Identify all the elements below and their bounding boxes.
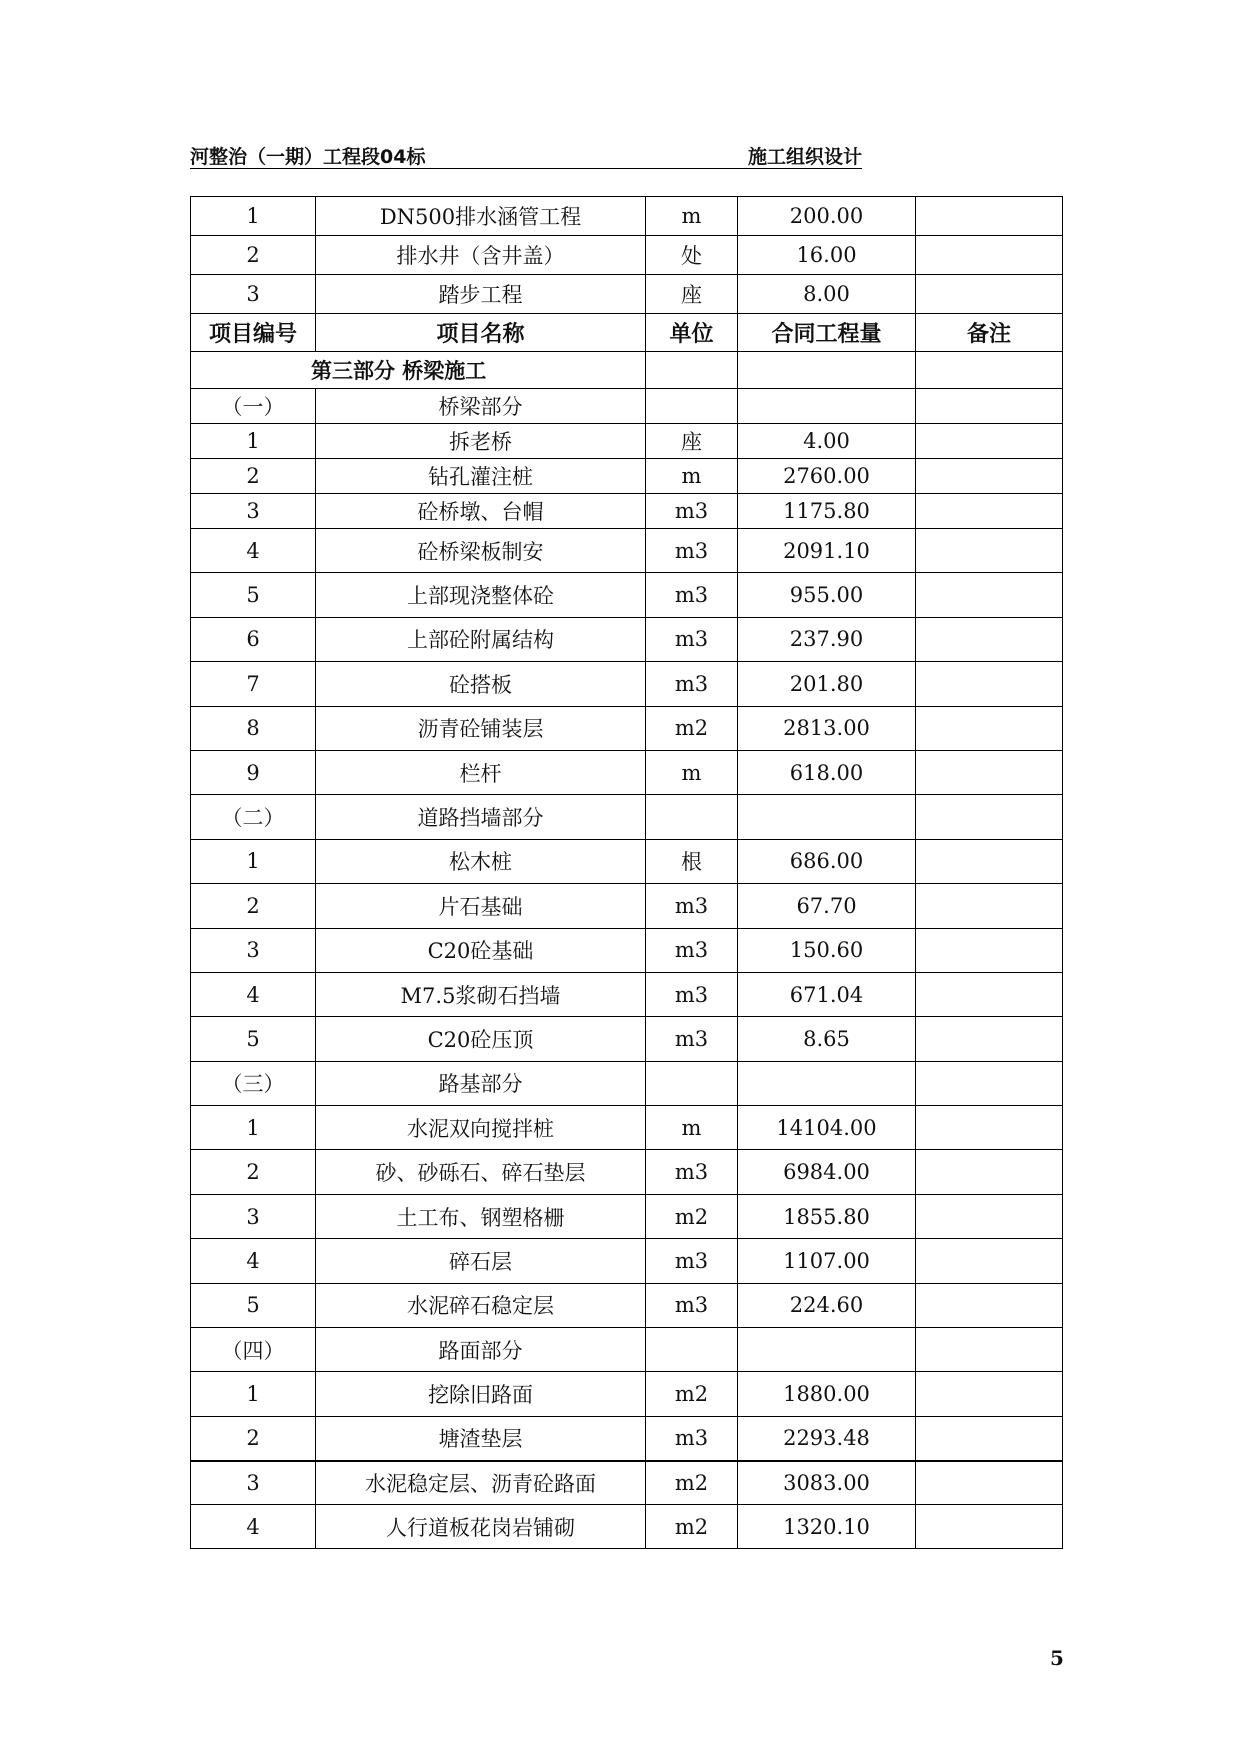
item-name-cell: 砼桥墩、台帽 (316, 494, 646, 529)
item-name-cell: C20砼压顶 (316, 1017, 646, 1061)
table-row (191, 389, 1063, 424)
item-no-cell: 3 (191, 1461, 316, 1505)
unit-cell: m3 (646, 1150, 738, 1194)
quantity-cell: 14104.00 (738, 1106, 916, 1150)
item-no-cell: 9 (191, 750, 316, 794)
table-row (191, 1505, 1063, 1549)
item-name-cell: 沥青砼铺装层 (316, 706, 646, 750)
item-no-cell: 2 (191, 1150, 316, 1194)
item-no-cell: 4 (191, 972, 316, 1016)
unit-cell: m2 (646, 1461, 738, 1505)
unit-cell: m3 (646, 972, 738, 1016)
quantity-cell: 686.00 (738, 839, 916, 883)
table-row (191, 275, 1063, 314)
item-name-cell: 砼桥梁板制安 (316, 529, 646, 573)
unit-cell: m3 (646, 662, 738, 706)
table-row (191, 1061, 1063, 1105)
item-no-cell: 2 (191, 459, 316, 494)
quantity-cell: 3083.00 (738, 1461, 916, 1505)
item-name-cell: 钻孔灌注桩 (316, 459, 646, 494)
quantity-cell: 237.90 (738, 617, 916, 661)
unit-cell: m2 (646, 1372, 738, 1416)
table-header-row (191, 314, 1063, 352)
item-no-cell: 2 (191, 236, 316, 275)
item-no-cell: 4 (191, 1505, 316, 1549)
item-no-cell: 1 (191, 424, 316, 459)
quantity-cell: 1880.00 (738, 1372, 916, 1416)
quantity-cell: 618.00 (738, 750, 916, 794)
quantity-cell: 2293.48 (738, 1416, 916, 1460)
unit-cell: 处 (646, 236, 738, 275)
item-name-cell: 排水井（含井盖） (316, 236, 646, 275)
item-no-cell: 1 (191, 1106, 316, 1150)
remarks-cell (916, 197, 1063, 236)
column-header-item-name: 项目名称 (316, 314, 646, 352)
item-no-cell: 3 (191, 1194, 316, 1238)
unit-cell: m3 (646, 1017, 738, 1061)
item-no-cell: 3 (191, 275, 316, 314)
section-title-row (191, 352, 1063, 389)
item-no-cell: 4 (191, 1239, 316, 1283)
table-row (191, 662, 1063, 706)
item-name-cell: 水泥碎石稳定层 (316, 1283, 646, 1327)
table-row (191, 1328, 1063, 1372)
table-row (191, 750, 1063, 794)
remarks-cell (916, 424, 1063, 459)
unit-cell: 根 (646, 839, 738, 883)
remarks-cell (916, 389, 1063, 424)
table-row (191, 1372, 1063, 1416)
quantity-cell: 4.00 (738, 424, 916, 459)
item-no-cell: 7 (191, 662, 316, 706)
item-name-cell: 道路挡墙部分 (316, 795, 646, 839)
quantity-cell (738, 795, 916, 839)
section-title: 第三部分 桥梁施工 (191, 352, 646, 389)
table-row (191, 884, 1063, 928)
remarks-cell (916, 795, 1063, 839)
remarks-cell (916, 750, 1063, 794)
item-name-cell: 水泥双向搅拌桩 (316, 1106, 646, 1150)
table-row (191, 573, 1063, 617)
remarks-cell (916, 1416, 1063, 1460)
quantity-cell: 671.04 (738, 972, 916, 1016)
unit-cell: m3 (646, 1283, 738, 1327)
quantity-cell: 8.65 (738, 1017, 916, 1061)
quantity-cell: 200.00 (738, 197, 916, 236)
column-header-unit: 单位 (646, 314, 738, 352)
remarks-cell (916, 617, 1063, 661)
item-no-cell: 8 (191, 706, 316, 750)
table-row (191, 617, 1063, 661)
unit-cell: m (646, 750, 738, 794)
item-no-cell: 3 (191, 494, 316, 529)
quantity-cell (738, 1061, 916, 1105)
table-row (191, 795, 1063, 839)
unit-cell (646, 795, 738, 839)
remarks-cell (916, 459, 1063, 494)
table-row (191, 197, 1063, 236)
table-cell (916, 352, 1063, 389)
quantity-cell: 2813.00 (738, 706, 916, 750)
item-no-cell: （四） (191, 1328, 316, 1372)
table-row (191, 839, 1063, 883)
table-column-header (191, 314, 1063, 389)
table-row (191, 1461, 1063, 1505)
table-cell (646, 352, 738, 389)
unit-cell: m3 (646, 1239, 738, 1283)
remarks-cell (916, 1283, 1063, 1327)
item-name-cell: 挖除旧路面 (316, 1372, 646, 1416)
quantities-table (190, 196, 1063, 1549)
unit-cell: m2 (646, 1505, 738, 1549)
item-no-cell: 6 (191, 617, 316, 661)
unit-cell: m3 (646, 884, 738, 928)
item-name-cell: 砼搭板 (316, 662, 646, 706)
item-name-cell: 水泥稳定层、沥青砼路面 (316, 1461, 646, 1505)
remarks-cell (916, 275, 1063, 314)
table-row (191, 1194, 1063, 1238)
quantity-cell: 2760.00 (738, 459, 916, 494)
column-header-contract-quantity: 合同工程量 (738, 314, 916, 352)
item-no-cell: （三） (191, 1061, 316, 1105)
remarks-cell (916, 706, 1063, 750)
quantity-cell: 224.60 (738, 1283, 916, 1327)
item-name-cell: 人行道板花岗岩铺砌 (316, 1505, 646, 1549)
quantity-cell: 1107.00 (738, 1239, 916, 1283)
remarks-cell (916, 529, 1063, 573)
remarks-cell (916, 573, 1063, 617)
table-row (191, 1239, 1063, 1283)
item-name-cell: 上部砼附属结构 (316, 617, 646, 661)
page-header (190, 138, 862, 169)
unit-cell: 座 (646, 275, 738, 314)
item-name-cell: 砂、砂砾石、碎石垫层 (316, 1150, 646, 1194)
unit-cell: m3 (646, 617, 738, 661)
item-name-cell: 塘渣垫层 (316, 1416, 646, 1460)
item-name-cell: 踏步工程 (316, 275, 646, 314)
quantity-cell (738, 1328, 916, 1372)
table-cell (738, 352, 916, 389)
item-no-cell: 3 (191, 928, 316, 972)
quantity-cell: 6984.00 (738, 1150, 916, 1194)
table-row (191, 706, 1063, 750)
item-no-cell: 5 (191, 1283, 316, 1327)
remarks-cell (916, 494, 1063, 529)
table-row (191, 1283, 1063, 1327)
table-body-c (191, 1461, 1063, 1549)
item-no-cell: 2 (191, 1416, 316, 1460)
column-header-item-no: 项目编号 (191, 314, 316, 352)
unit-cell: m2 (646, 1194, 738, 1238)
item-no-cell: 2 (191, 884, 316, 928)
item-name-cell: 拆老桥 (316, 424, 646, 459)
table-row (191, 236, 1063, 275)
table-row (191, 972, 1063, 1016)
table-row (191, 529, 1063, 573)
unit-cell (646, 1061, 738, 1105)
item-name-cell: DN500排水涵管工程 (316, 197, 646, 236)
table-body-a (191, 389, 1063, 529)
quantity-cell: 1320.10 (738, 1505, 916, 1549)
item-name-cell: 上部现浇整体砼 (316, 573, 646, 617)
table-row (191, 1416, 1063, 1460)
remarks-cell (916, 884, 1063, 928)
quantity-cell: 1855.80 (738, 1194, 916, 1238)
unit-cell: m2 (646, 706, 738, 750)
remarks-cell (916, 1505, 1063, 1549)
item-name-cell: 碎石层 (316, 1239, 646, 1283)
quantity-cell (738, 389, 916, 424)
header-project-title: 河整治（一期）工程段04标 (190, 146, 426, 168)
table-body-b (191, 529, 1063, 1461)
item-no-cell: 4 (191, 529, 316, 573)
remarks-cell (916, 839, 1063, 883)
item-no-cell: 5 (191, 573, 316, 617)
remarks-cell (916, 1328, 1063, 1372)
item-no-cell: 1 (191, 1372, 316, 1416)
remarks-cell (916, 236, 1063, 275)
remarks-cell (916, 1461, 1063, 1505)
remarks-cell (916, 1372, 1063, 1416)
page-number: 5 (1050, 1646, 1064, 1670)
unit-cell (646, 1328, 738, 1372)
item-no-cell: 1 (191, 197, 316, 236)
column-header-remarks: 备注 (916, 314, 1063, 352)
unit-cell: m3 (646, 529, 738, 573)
unit-cell: 座 (646, 424, 738, 459)
unit-cell (646, 389, 738, 424)
remarks-cell (916, 662, 1063, 706)
quantity-cell: 16.00 (738, 236, 916, 275)
unit-cell: m3 (646, 928, 738, 972)
remarks-cell (916, 1239, 1063, 1283)
item-name-cell: 路基部分 (316, 1061, 646, 1105)
quantity-cell: 201.80 (738, 662, 916, 706)
quantity-cell: 67.70 (738, 884, 916, 928)
item-name-cell: 松木桩 (316, 839, 646, 883)
item-no-cell: （二） (191, 795, 316, 839)
header-document-type: 施工组织设计 (747, 146, 862, 168)
unit-cell: m3 (646, 573, 738, 617)
remarks-cell (916, 1106, 1063, 1150)
table-row (191, 928, 1063, 972)
unit-cell: m (646, 197, 738, 236)
quantity-cell: 1175.80 (738, 494, 916, 529)
remarks-cell (916, 1194, 1063, 1238)
item-name-cell: 桥梁部分 (316, 389, 646, 424)
unit-cell: m3 (646, 494, 738, 529)
table-row (191, 1106, 1063, 1150)
unit-cell: m3 (646, 1416, 738, 1460)
table-body-top (191, 197, 1063, 314)
item-name-cell: C20砼基础 (316, 928, 646, 972)
unit-cell: m (646, 1106, 738, 1150)
quantity-cell: 8.00 (738, 275, 916, 314)
table-row (191, 1017, 1063, 1061)
table-row (191, 494, 1063, 529)
unit-cell: m (646, 459, 738, 494)
item-name-cell: 栏杆 (316, 750, 646, 794)
remarks-cell (916, 928, 1063, 972)
table-row (191, 1150, 1063, 1194)
remarks-cell (916, 1150, 1063, 1194)
item-name-cell: 土工布、钢塑格栅 (316, 1194, 646, 1238)
item-no-cell: 5 (191, 1017, 316, 1061)
table-row (191, 459, 1063, 494)
table-row (191, 424, 1063, 459)
remarks-cell (916, 1061, 1063, 1105)
remarks-cell (916, 1017, 1063, 1061)
quantity-cell: 150.60 (738, 928, 916, 972)
quantity-cell: 955.00 (738, 573, 916, 617)
item-name-cell: 片石基础 (316, 884, 646, 928)
quantity-cell: 2091.10 (738, 529, 916, 573)
item-no-cell: （一） (191, 389, 316, 424)
item-name-cell: 路面部分 (316, 1328, 646, 1372)
remarks-cell (916, 972, 1063, 1016)
item-name-cell: M7.5浆砌石挡墙 (316, 972, 646, 1016)
item-no-cell: 1 (191, 839, 316, 883)
